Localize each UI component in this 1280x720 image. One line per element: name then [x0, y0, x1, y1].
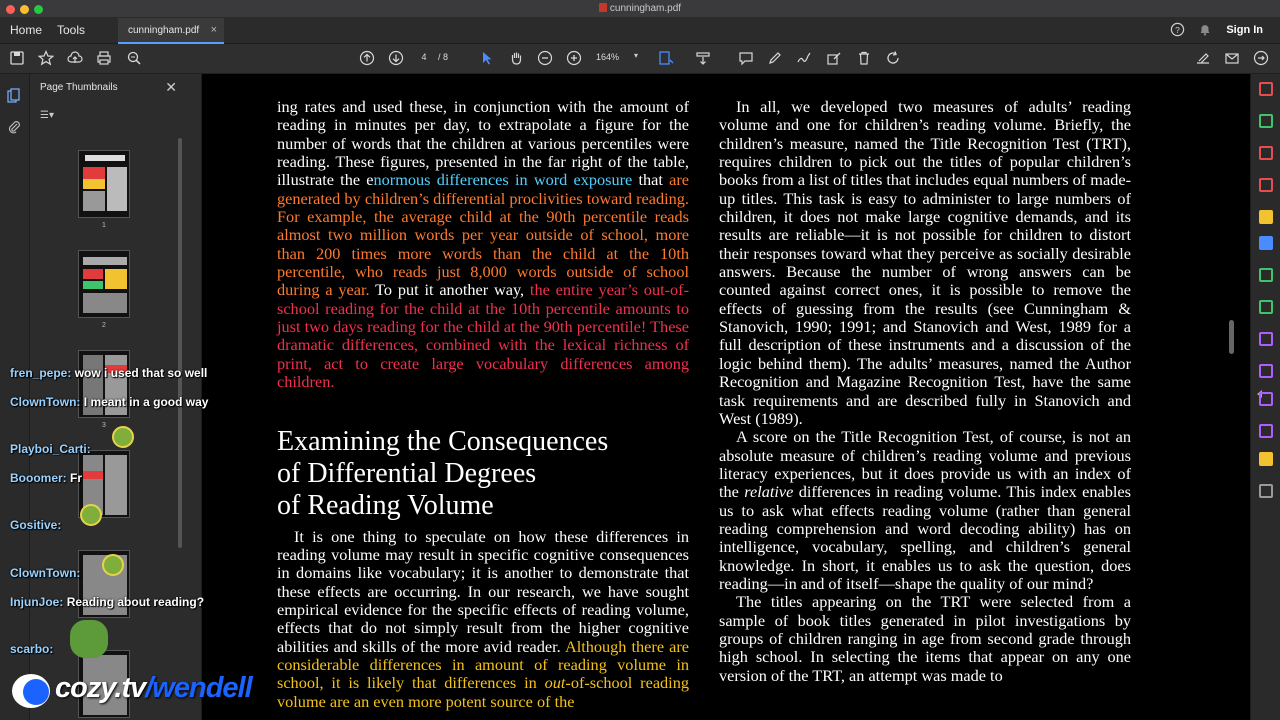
fill-sign-tool-icon[interactable] — [1259, 332, 1273, 346]
section-heading: Examining the Consequences of Differential Degrees of Reading Volume — [277, 425, 609, 521]
pepe-emote-icon — [70, 620, 108, 658]
page-thumbnail-1[interactable] — [78, 150, 130, 218]
tools-menu[interactable]: Tools — [57, 23, 86, 37]
document-tab-label: cunningham.pdf — [128, 25, 200, 36]
highlight-pen-icon[interactable] — [766, 50, 784, 68]
stamp-edit-icon[interactable] — [825, 50, 843, 68]
document-tab[interactable] — [118, 18, 224, 44]
zoom-chevron-down-icon[interactable]: ▾ — [634, 51, 639, 60]
frog-emote-icon — [102, 554, 124, 576]
edit-pdf-icon[interactable] — [1259, 146, 1273, 160]
page-thumbnails-icon[interactable] — [7, 88, 23, 104]
email-icon[interactable] — [1223, 50, 1241, 68]
paragraph: ing rates and used these, in conjunction with the amount of reading in minutes per day, to extrapolate a figure for the number of words that the children at various percentiles were reading. These figures, presented in the far right of the table, illustrate the enormous differences in word exposure that are generated by children’s differential proclivities toward reading. For example, the average child at the 90th percentile reads almost two million words per year outside of school, more than 200 times more words than the child at the 10th percentile, who reads just 8,000 words outside of school during a year. To put it another way, the entire year’s out-of-school reading for the child at the 10th percentile amounts to just two days reading for the child at the 90th percentile! These dramatic differences, combined with the lexical richness of print, act to create large vocabulary differences among children. — [277, 97, 690, 392]
window-title: cunningham.pdf — [0, 3, 1280, 14]
send-for-signature-icon[interactable] — [1259, 364, 1273, 378]
page-number-input[interactable]: 4 — [421, 52, 427, 62]
main-toolbar — [0, 44, 1280, 74]
select-cursor-icon[interactable] — [478, 50, 496, 68]
thumbnail-scrollbar[interactable] — [178, 138, 182, 548]
zoom-out-icon[interactable] — [536, 50, 554, 68]
scroll-mode-icon[interactable] — [694, 50, 712, 68]
page-fit-icon[interactable] — [657, 50, 675, 68]
page-total: / 8 — [438, 52, 449, 62]
fill-sign-icon[interactable] — [1194, 50, 1212, 68]
save-icon[interactable] — [8, 50, 26, 68]
home-menu[interactable]: Home — [10, 23, 43, 37]
share-link-icon[interactable] — [1252, 50, 1270, 68]
export-pdf-icon[interactable] — [1259, 114, 1273, 128]
delete-trash-icon[interactable] — [855, 50, 873, 68]
rotate-icon[interactable] — [884, 50, 902, 68]
paragraph: It is one thing to speculate on how these differences in reading volume may result in specific cognitive consequences in domains like vocabulary; it is another to demonstrate that these effects are occurring. In our research, we have sought empirical evidence for the specific effects of reading volume, effects that do not simply result from the higher cognitive abilities and skills of the more avid reader. Although there are considerable differences in amount of reading volume in school, it is likely that differences in out-of-school reading volume are an even more potent source of the — [277, 526, 690, 711]
hand-pan-icon[interactable] — [507, 50, 525, 68]
chat-message: Gositive: — [10, 518, 62, 532]
cozy-logo-icon — [12, 674, 50, 708]
pdf-file-icon — [599, 3, 607, 12]
notifications-bell-icon[interactable] — [1198, 22, 1212, 40]
chat-message: scarbo: — [10, 642, 54, 656]
measure-icon[interactable] — [1259, 424, 1273, 438]
upload-cloud-icon[interactable] — [66, 50, 84, 68]
page-thumbnail-2[interactable] — [78, 250, 130, 318]
bookmark-star-icon[interactable] — [37, 50, 55, 68]
chat-message: InjunJoe: Reading about reading? — [10, 595, 205, 609]
compress-pdf-icon[interactable] — [1259, 268, 1273, 282]
attachments-paperclip-icon[interactable] — [7, 119, 23, 135]
thumbnail-options-icon[interactable]: ☰▾ — [40, 110, 54, 121]
chat-message: fren_pepe: wow i used that so well — [10, 366, 208, 380]
chat-message: Playboi_Carti: — [10, 442, 91, 456]
help-icon[interactable] — [1170, 22, 1185, 40]
left-text-column — [277, 98, 689, 711]
create-pdf-icon[interactable] — [1259, 82, 1273, 96]
comment-icon[interactable] — [737, 50, 755, 68]
sign-in-button[interactable]: Sign In — [1226, 24, 1263, 36]
paragraph: The titles appearing on the TRT were selected from a sample of book titles generated in pilot investigations by groups of children ranging in age from second grade through high school. In selecting the items that appear on any one version of the TRT, an attempt was made to — [719, 592, 1131, 685]
right-tools-rail — [1250, 74, 1280, 720]
comment-tool-icon[interactable] — [1259, 210, 1273, 224]
previous-page-icon[interactable] — [358, 50, 376, 68]
chat-message: Booomer: Fr — [10, 471, 83, 485]
scan-ocr-icon[interactable] — [1259, 236, 1273, 250]
chat-message: ClownTown: I meant in a good way — [10, 395, 209, 409]
find-search-icon[interactable] — [125, 50, 143, 68]
close-tab-button[interactable]: × — [210, 24, 217, 36]
more-tools-icon[interactable] — [1259, 484, 1273, 498]
svg-text:?: ? — [1175, 24, 1180, 35]
stamp-tool-icon[interactable] — [1259, 452, 1273, 466]
stream-brand-watermark — [10, 672, 270, 708]
window-titlebar — [0, 0, 1280, 18]
thumbnail-label: 1 — [102, 222, 106, 229]
print-icon[interactable] — [95, 50, 113, 68]
thumbnail-label: 2 — [102, 322, 106, 329]
paragraph: In all, we developed two measures of adults’ reading volume and one for children’s reading volume. Briefly, the children’s measure, named the Title Recognition Test (TRT), requires children to pick out the titles of popular children’s books from a list of titles that includes equal numbers of made-up titles. This task is easy to administer to large numbers of children, it does not make large cognitive demands, and its results are reliable—it is not possible for children to distort their responses toward what they perceive as socially desirable answers. Because the number of wrong answers can be counted against correct ones, it is possible to remove the effects of guessing from the results (see Cunningham & Stanovich, 1990; 1991; and Stanovich and West, 1989 for a full description of these instruments and a discussion of the logic behind them). The adults’ measures, named the Author Recognition and Magazine Recognition Test, have the same task requirements and are described fully in Stanovich and West (1989). — [719, 97, 1131, 428]
brand-text: cozy.tv/wendell — [55, 672, 252, 704]
pdf-document-view — [203, 74, 1225, 720]
draw-signature-icon[interactable] — [795, 50, 813, 68]
zoom-level-select[interactable]: 164% — [596, 52, 620, 62]
protect-icon[interactable] — [1259, 300, 1273, 314]
panel-title: Page Thumbnails — [40, 82, 118, 93]
close-panel-button[interactable]: ✕ — [165, 79, 177, 95]
organize-pages-icon[interactable] — [1259, 178, 1273, 192]
app-menubar — [0, 18, 1280, 44]
frog-emote-icon — [80, 504, 102, 526]
chat-message: ClownTown: — [10, 566, 81, 580]
right-text-column — [719, 98, 1131, 685]
zoom-in-icon[interactable] — [565, 50, 583, 68]
compare-files-icon[interactable] — [1259, 392, 1273, 406]
document-scrollbar[interactable] — [1229, 320, 1234, 354]
frog-emote-icon — [112, 426, 134, 448]
thumbnail-label: 3 — [102, 422, 106, 429]
paragraph: A score on the Title Recognition Test, of course, is not an absolute measure of children’s reading volume and previous literacy experiences, but it does provide us with an index of the relative differences in reading volume. This index enables us to ask what effects reading volume (rather than general reading comprehension and word decoding ability) has on intelligence, vocabulary, spelling, and children’s general knowledge. In short, it enables us to ask the question, does reading—in and of itself—shape the quality of our mind? — [719, 427, 1131, 593]
next-page-icon[interactable] — [387, 50, 405, 68]
